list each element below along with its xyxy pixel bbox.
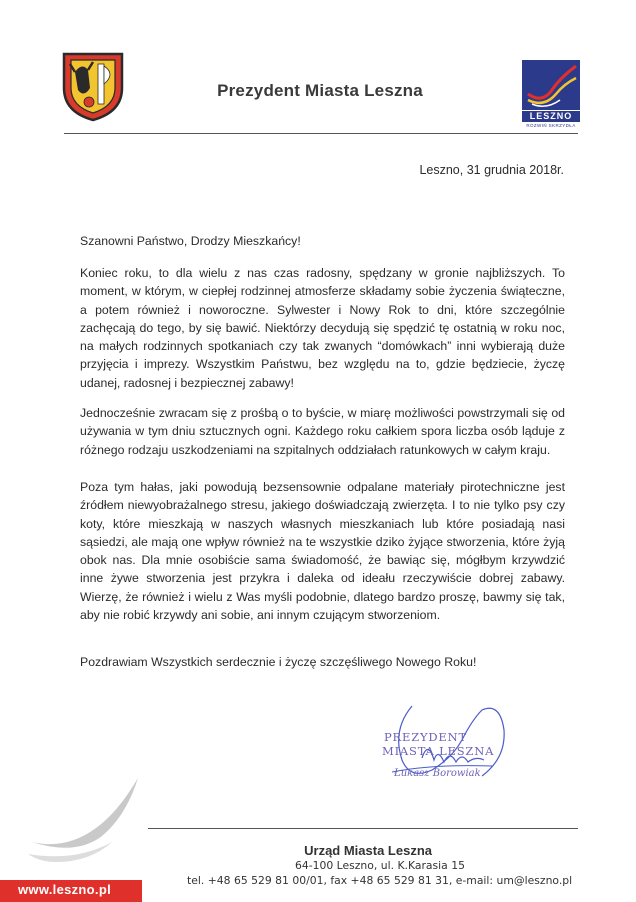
stamp-title: PREZYDENT — [384, 730, 467, 744]
header-divider — [64, 133, 578, 134]
office-address: 64-100 Leszno, ul. K.Karasia 15 — [295, 859, 465, 872]
website-link[interactable]: www.leszno.pl — [18, 882, 111, 897]
page-title: Prezydent Miasta Leszna — [217, 81, 423, 100]
logo-wordmark: LESZNO — [522, 111, 580, 122]
letter-paragraph: Poza tym hałas, jaki powodują bezsensownie odpalane materiały pirotechniczne jest źródłem niewyobrażalnego stresu, jakiego doświadczają zwierzęta. I to nie tylko psy czy koty, które mieszkają w naszych własnych mieszkaniach lub które posiadają nasi sąsiedzi, ale mają one wpływ również na te wszystkie dziko żyjące stworzenia, które żyją obok nas. Dla mnie osobiście sama świadomość, że bawiąc się, mógłbym krzywdzić inne żywe stworzenia jest przykra i daleka od ideału rzeczywiście dobrej zabawy. Wierzę, że również i wielu z Was myśli podobnie, dlatego bardzo proszę, bawmy się tak, aby nie robić krzywdy ani sobie, ani innym czującym stworzeniom. — [80, 480, 565, 623]
letter-closing: Pozdrawiam Wszystkich serdecznie i życzę szczęśliwego Nowego Roku! — [80, 655, 477, 669]
stamp-name: Łukasz Borowiak — [394, 768, 481, 779]
stamp-office: MIASTA LESZNA — [382, 744, 495, 758]
letter-paragraph: Jednocześnie zwracam się z prośbą o to byście, w miarę możliwości powstrzymali się od używania w tym dniu sztucznych ogni. Każdego roku całkiem spora liczba osób ląduje z różnego rodzaju uszkodzeniami na szpitalnych oddziałach ratunkowych w całym kraju. — [80, 406, 565, 457]
footer-divider — [148, 828, 578, 829]
letter-date: Leszno, 31 grudnia 2018r. — [419, 163, 564, 177]
wing-watermark-icon — [26, 772, 146, 862]
office-contact: tel. +48 65 529 81 00/01, fax +48 65 529 81 31, e-mail: um@leszno.pl — [187, 874, 573, 887]
city-crest-icon — [60, 50, 126, 122]
office-name: Urząd Miasta Leszna — [304, 843, 432, 858]
letter-greeting: Szanowni Państwo, Drodzy Mieszkańcy! — [80, 234, 301, 248]
logo-tagline: ROZWIŃ SKRZYDŁA — [526, 123, 576, 128]
letter-paragraph: Koniec roku, to dla wielu z nas czas radosny, spędzany w gronie najbliższych. To moment, w którym, w ciepłej rodzinnej atmosferze składamy sobie życzenia świąteczne, a potem również i noworoczne. Sylwester i Nowy Rok to dni, które szczególnie zachęcają do tego, by się bawić. Niektórzy decydują się spędzić tę ostatnią w roku noc, na małych rodzinnych spotkaniach czy tak zwanych “domówkach” inni wybierają duże przyjęcia i imprezy. Wszystkim Państwu, bez względu na to, gdzie będziecie, życzę udanej, radosnej i bezpiecznej zabawy! — [80, 266, 565, 390]
